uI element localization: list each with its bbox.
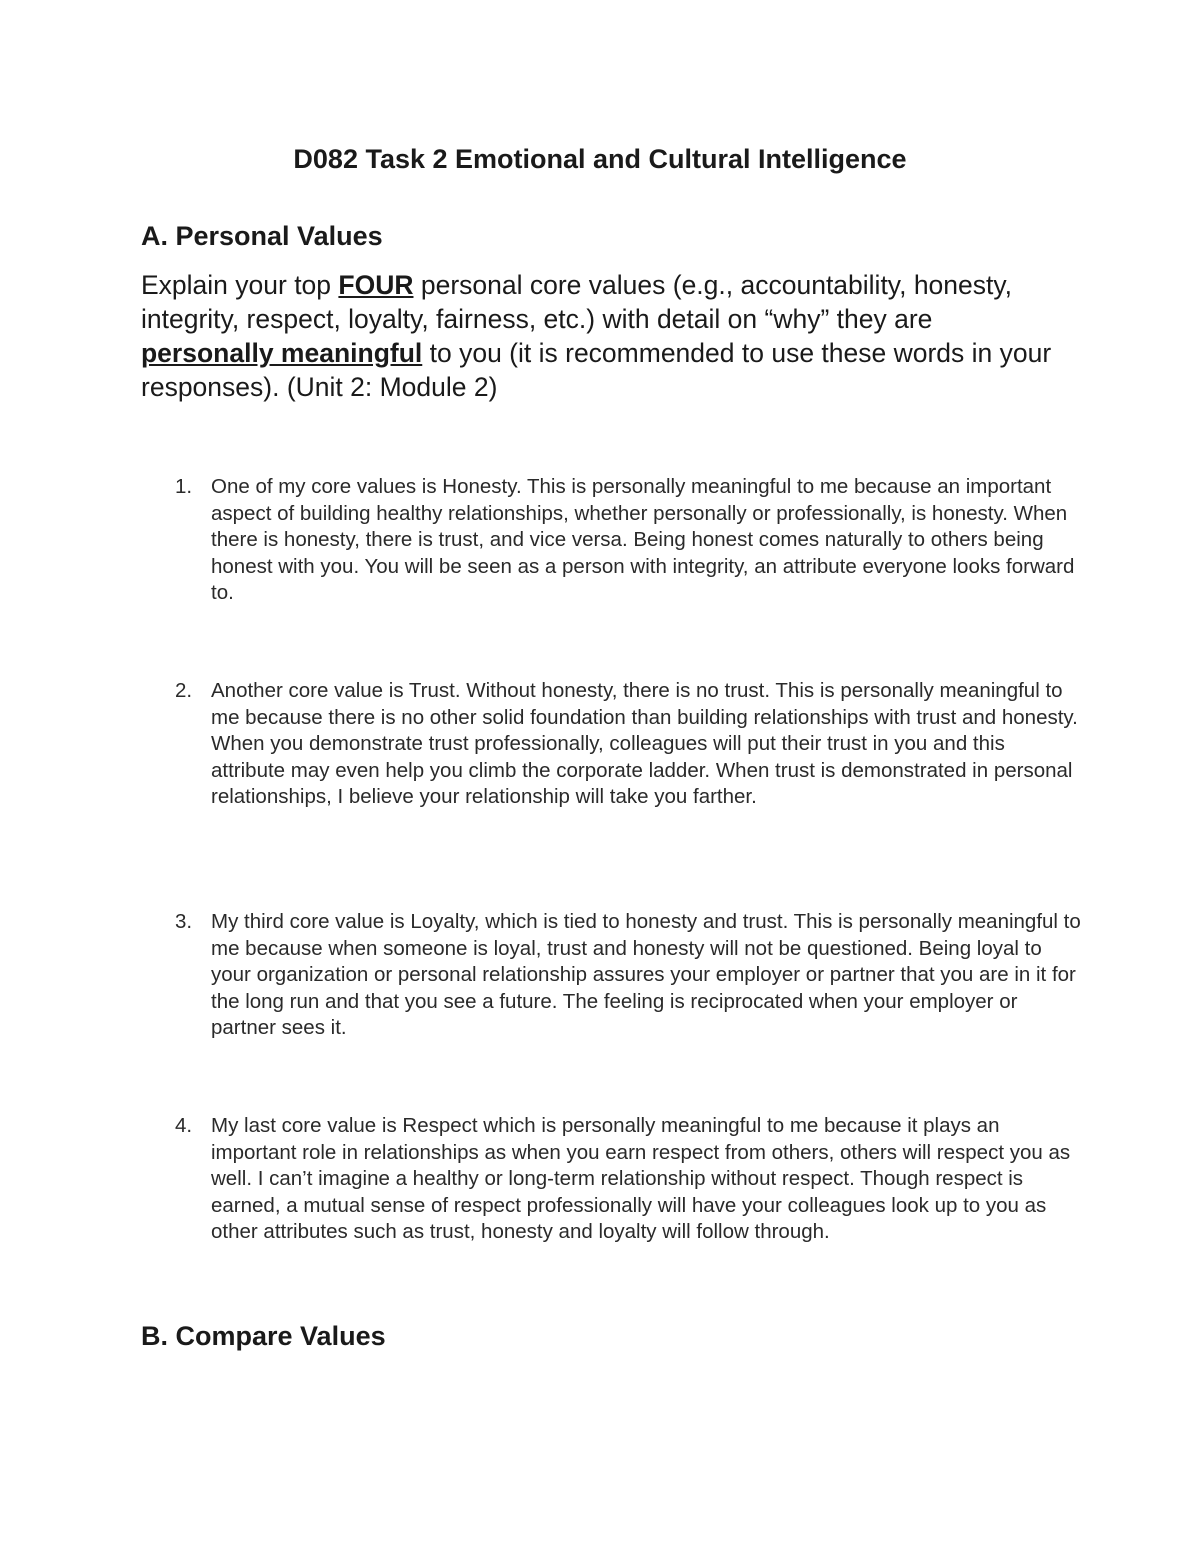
list-number: 4. xyxy=(175,1114,193,1137)
answer-text: My last core value is Respect which is personally meaningful to me because it plays an important role in relationships as when you earn respect from others, others will respect you as well. I can’t imagine a healthy or long-term relationship without respect. Though respect is earned, a mutual sense of respect professionally will have your colleagues look up to you as other attributes such as trust, honesty and loyalty will follow through. xyxy=(211,1114,1071,1244)
document-title: D082 Task 2 Emotional and Cultural Intelligence xyxy=(293,144,907,174)
answer-item-honesty xyxy=(141,474,1081,607)
list-number: 2. xyxy=(175,679,193,702)
answer-text: Another core value is Trust. Without honesty, there is no trust. This is personally meaningful to me because there is no other solid foundation than building relationships with trust and honesty. When you demonstrate trust professionally, colleagues will put their trust in you and this attribute may even help you climb the corporate ladder. When trust is demonstrated in personal relationships, I believe your relationship will take you farther. xyxy=(211,679,1078,809)
list-number: 1. xyxy=(175,475,193,498)
answer-text: One of my core values is Honesty. This is personally meaningful to me because an important aspect of building healthy relationships, whether personally or professionally, is honesty. When there is honesty, there is trust, and vice versa. Being honest comes naturally to others being honest with you. You will be seen as a person with integrity, an attribute everyone looks forward to. xyxy=(211,475,1075,605)
list-number: 3. xyxy=(175,910,193,933)
prompt-emphasis-four: FOUR xyxy=(338,270,414,300)
prompt-text: personal core values (e.g., accountability, honesty, integrity, respect, loyalty, fairness, etc.) with detail on “why” they are xyxy=(141,270,1013,334)
answer-item-trust xyxy=(141,678,1081,811)
assignment-prompt xyxy=(141,268,1071,404)
section-heading-compare-values: B. Compare Values xyxy=(141,1321,386,1351)
answer-text: My third core value is Loyalty, which is tied to honesty and trust. This is personally meaningful to me because when someone is loyal, trust and honesty will not be questioned. Being loyal to your organization or personal relationship assures your employer or partner that you are in it for the long run and that you see a future. The feeling is reciprocated when your employer or partner sees it. xyxy=(211,910,1081,1040)
answer-item-respect xyxy=(141,1113,1081,1246)
prompt-text: Explain your top xyxy=(141,270,339,300)
section-heading-personal-values: A. Personal Values xyxy=(141,221,383,251)
answer-item-loyalty xyxy=(141,909,1081,1042)
prompt-emphasis-personally-meaningful: personally meaningful xyxy=(141,338,423,368)
prompt-text: to you (it is recommended to use these words in your responses). (Unit 2: Module 2) xyxy=(141,338,1052,402)
